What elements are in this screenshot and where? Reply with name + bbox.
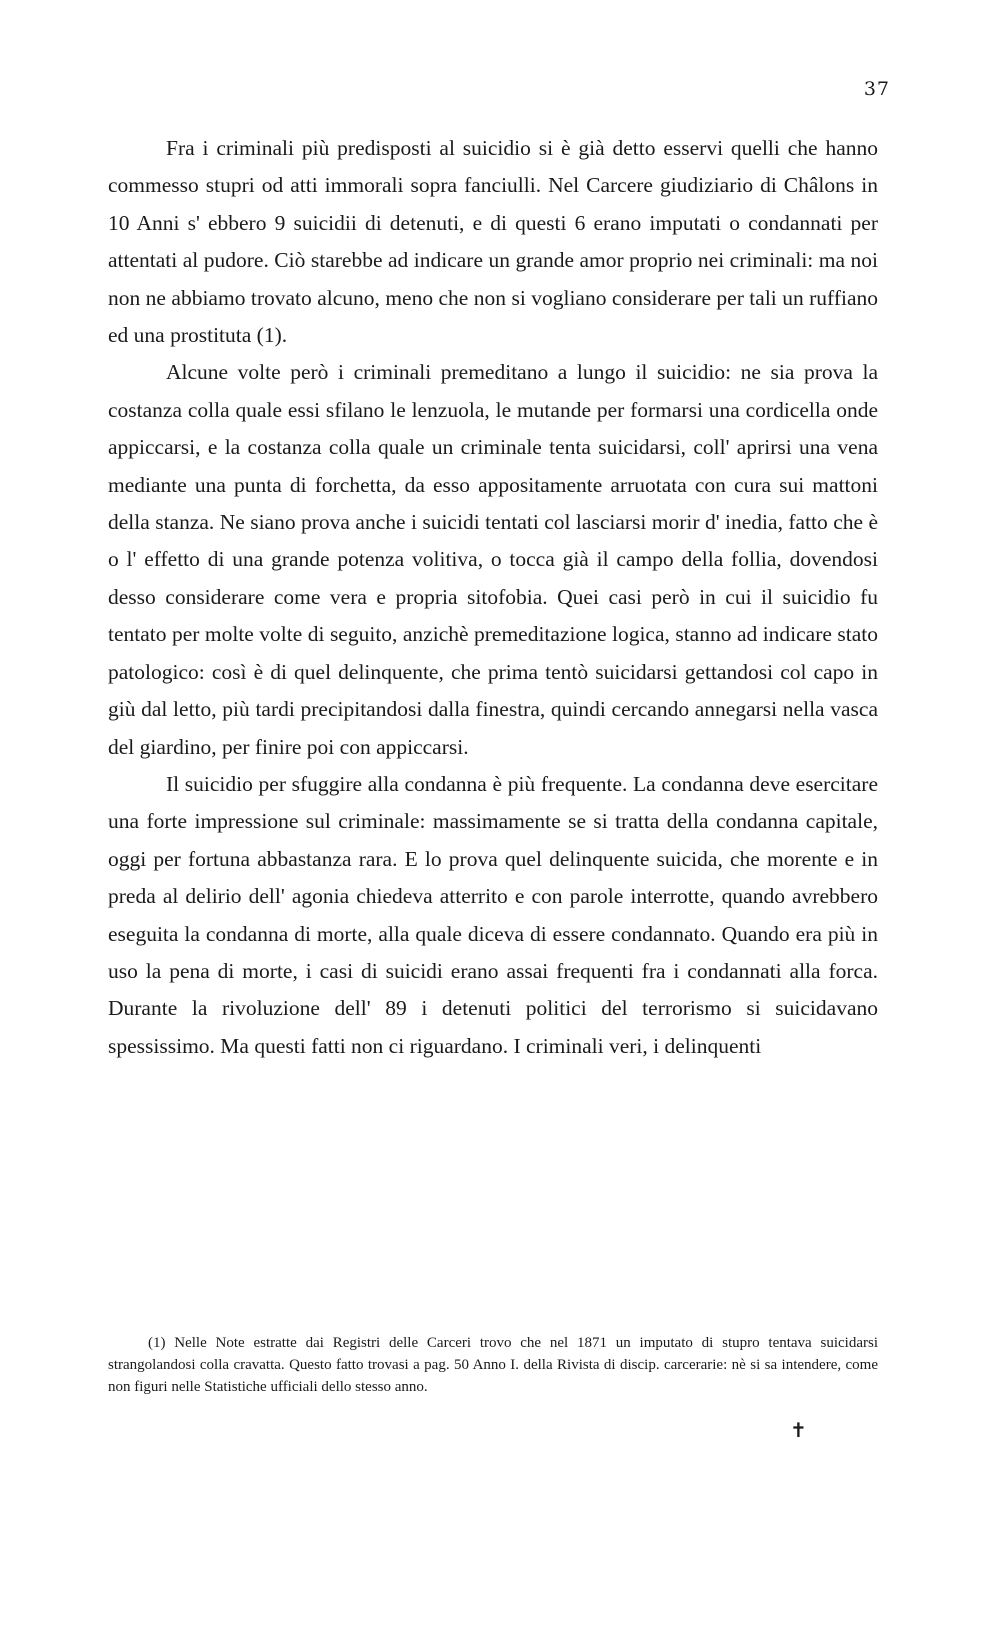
footnote-text: (1) Nelle Note estratte dai Registri delle Carceri trovo che nel 1871 un imputato di stupro tentava suicidarsi strangolandosi colla cravatta. Questo fatto trovasi a pag. 50 Anno I. della Rivista di discip. carcerarie: nè si sa intendere, come non figuri nelle Statistiche ufficiali dello stesso anno.	[108, 1335, 878, 1395]
paragraph-1: Fra i criminali più predisposti al suicidio si è già detto esservi quelli che hanno commesso stupri od atti immorali sopra fanciulli. Nel Carcere giudiziario di Châlons in 10 Anni s' ebbero 9 suicidii di detenuti, e di questi 6 erano imputati o condannati per attentati al pudore. Ciò starebbe ad indicare un grande amor proprio nei criminali: ma noi non ne abbiamo trovato alcuno, meno che non si vogliano considerare per tali un ruffiano ed una prostituta (1).	[108, 136, 878, 348]
footnote	[108, 1332, 878, 1398]
page-number: 37	[863, 78, 890, 100]
body-text	[108, 130, 878, 1065]
printer-mark: ✝	[790, 1418, 807, 1442]
paragraph-2: Alcune volte però i criminali premeditano a lungo il suicidio: ne sia prova la costanza colla quale essi sfilano le lenzuola, le mutande per formarsi una cordicella onde appiccarsi, e la costanza colla quale un criminale tenta suicidarsi, coll' aprirsi una vena mediante una punta di forchetta, da esso appositamente arruotata con cura sui mattoni della stanza. Ne siano prova anche i suicidi tentati col lasciarsi morir d' inedia, fatto che è o l' effetto di una grande potenza volitiva, o tocca già il campo della follia, dovendosi desso considerare come vera e propria sitofobia. Quei casi però in cui il suicidio fu tentato per molte volte di seguito, anzichè premeditazione logica, stanno ad indicare stato patologico: così è di quel delinquente, che prima tentò suicidarsi gettandosi col capo in giù dal letto, più tardi precipitandosi dalla finestra, quindi cercando annegarsi nella vasca del giardino, per finire poi con appiccarsi.	[108, 360, 878, 759]
paragraph-3: Il suicidio per sfuggire alla condanna è più frequente. La condanna deve esercitare una forte impressione sul criminale: massimamente se si tratta della condanna capitale, oggi per fortuna abbastanza rara. E lo prova quel delinquente suicida, che morente e in preda al delirio dell' agonia chiedeva atterrito e con parole interrotte, quando avrebbero eseguita la condanna di morte, alla quale diceva di essere condannato. Quando era più in uso la pena di morte, i casi di suicidi erano assai frequenti fra i condannati alla forca. Durante la rivoluzione dell' 89 i detenuti politici del terrorismo si suicidavano spessissimo. Ma questi fatti non ci riguardano. I criminali veri, i delinquenti	[108, 771, 878, 1058]
